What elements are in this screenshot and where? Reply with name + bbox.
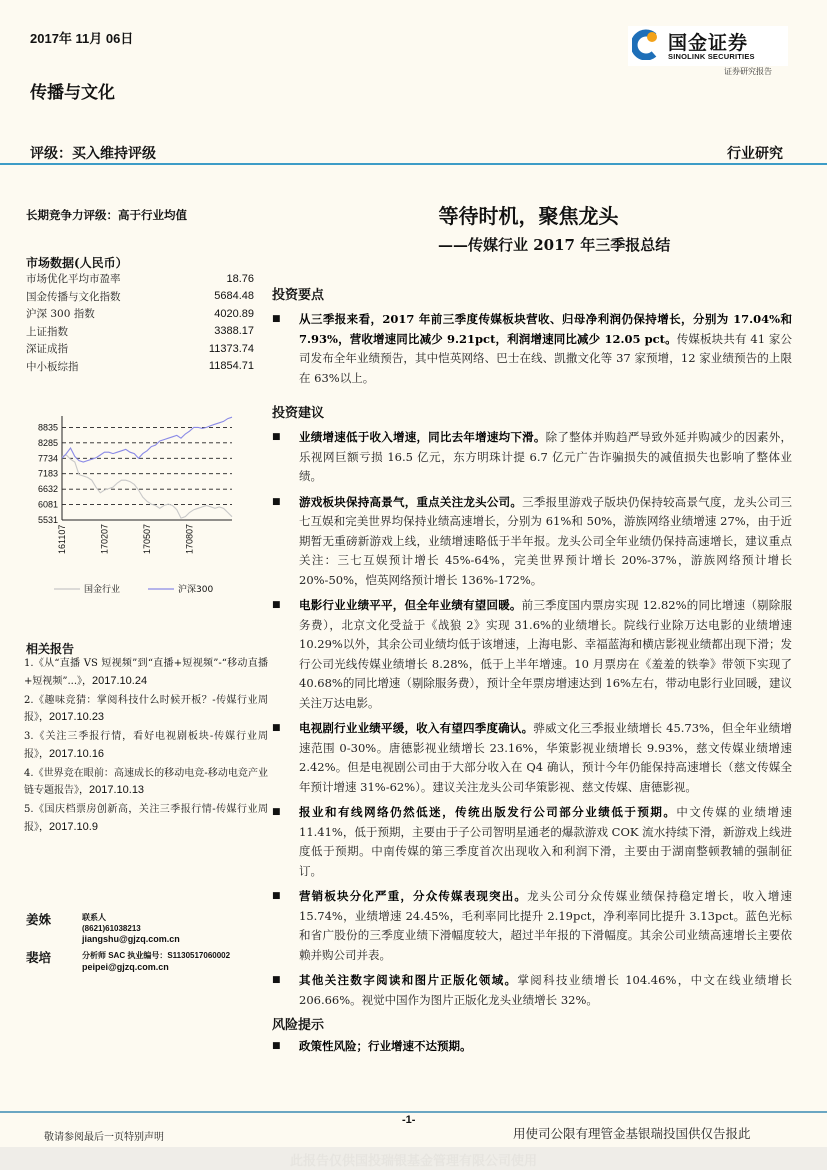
y-tick-label: 6632 xyxy=(37,484,58,495)
market-data-label: 沪深 300 指数 xyxy=(26,308,95,321)
report-subtitle: ——传媒行业 2017 年三季报总结 xyxy=(438,236,671,254)
market-data-row xyxy=(26,323,254,341)
market-data-value: 3388.17 xyxy=(214,325,254,338)
bullet-lead: 报业和有线网络仍然低迷，传统出版发行公司部分业绩低于预期。 xyxy=(299,805,677,819)
related-reports-title: 相关报告 xyxy=(26,642,75,656)
bullet-lead: 电视剧行业业绩平缓，收入有望四季度确认。 xyxy=(299,721,534,735)
x-tick-label: 170507 xyxy=(142,523,152,554)
bullet-lead: 业绩增速低于收入增速，同比去年增速均下滑。 xyxy=(299,430,546,444)
related-report-item[interactable] xyxy=(24,765,268,800)
analyst-email[interactable]: jiangshu@gjzq.com.cn xyxy=(82,934,180,944)
y-tick-label: 8835 xyxy=(37,422,58,433)
logo-name-cn: 国金证券 xyxy=(668,32,749,54)
related-report-date: 2017.10.9 xyxy=(49,820,98,833)
square-bullet-icon: ■ xyxy=(272,891,281,901)
bullet-item xyxy=(272,310,792,388)
investment-advice-section xyxy=(272,428,792,1016)
market-data-label: 深证成指 xyxy=(26,343,68,356)
bullet-text xyxy=(299,719,792,797)
square-bullet-icon: ■ xyxy=(272,975,281,985)
page-number: -1- xyxy=(402,1114,416,1126)
y-tick-label: 6081 xyxy=(37,499,58,510)
bullet-lead: 营销板块分化严重，分众传媒表现突出。 xyxy=(299,889,528,903)
bullet-lead: 电影行业业绩平平，但全年业绩有望回暖。 xyxy=(299,598,522,612)
x-tick-label: 170807 xyxy=(184,523,195,554)
analyst-contact xyxy=(82,913,180,945)
logo-subtitle: 证券研究报告 xyxy=(724,67,772,76)
bullet-item xyxy=(272,428,792,487)
analyst-license: 分析师 SAC 执业编号：S1130517060002 xyxy=(82,951,231,960)
bullet-text xyxy=(299,428,792,487)
market-data-table xyxy=(26,270,254,375)
bullet-lead: 从三季报来看，2017 年前三季度传媒板块营收、归母净利润仍保持增长，分别为 17.04%和 7.93%，营收增速同比减少 9.21pct，利润增速同比减少 12.05 pct。 xyxy=(299,312,792,346)
bullet-body: 传媒板块共有 41 家公司发布全年业绩预告，其中恺英网络、巴士在线、凯撒文化等 37 家预增，12 家业绩预告的上限在 63%以上。 xyxy=(299,331,792,385)
legend-label: 沪深300 xyxy=(178,585,214,595)
related-report-text: 3.《关注三季报行情，看好电视剧板块-传媒行业周报》， xyxy=(24,731,268,760)
y-tick-label: 5531 xyxy=(37,515,58,525)
square-bullet-icon: ■ xyxy=(272,807,281,817)
square-bullet-icon: ■ xyxy=(272,432,281,442)
key-points-section xyxy=(272,310,792,394)
related-report-date: 2017.10.16 xyxy=(49,747,105,760)
related-report-item[interactable] xyxy=(24,801,268,836)
related-report-item[interactable] xyxy=(24,655,268,690)
bullet-lead: 游戏板块保持高景气，重点关注龙头公司。 xyxy=(299,494,523,509)
analyst-name: 姜姝 xyxy=(26,912,52,927)
analyst-name: 裴培 xyxy=(26,950,52,965)
market-data-label: 国金传播与文化指数 xyxy=(26,290,121,303)
market-data-row xyxy=(26,288,254,306)
market-data-title: 市场数据(人民币） xyxy=(26,256,128,270)
market-data-label: 上证指数 xyxy=(26,325,68,338)
bullet-item xyxy=(272,719,792,797)
y-tick-label: 7734 xyxy=(37,453,58,464)
series-line-industry xyxy=(62,455,232,518)
market-data-value: 18.76 xyxy=(226,272,254,285)
related-report-date: 2017.10.13 xyxy=(89,784,145,796)
related-reports-list xyxy=(24,655,268,838)
bullet-body: 中文传媒的业绩增速 11.41%，低于预期，主要由于子公司智明星通老的爆款游戏 COK 流水持续下滑，新游戏上线进度低于预期。中南传媒的第三季度首次出现收入和利润下滑，主要由于湖南整顿教辅的强制征订。 xyxy=(299,805,792,878)
index-comparison-chart xyxy=(20,410,250,600)
company-logo xyxy=(628,26,788,66)
analyst-email[interactable]: peipei@gjzq.com.cn xyxy=(82,961,169,972)
square-bullet-icon: ■ xyxy=(272,723,281,733)
market-data-row xyxy=(26,270,254,288)
square-bullet-icon: ■ xyxy=(272,314,281,324)
market-data-row xyxy=(26,305,254,323)
bullet-body: 除了整体并购趋严导致外延并购减少的因素外，乐视网巨额亏损 16.5 亿元，东方明珠计提 6.7 亿元广告诈骗损失的减值损失也影响了整体业绩。 xyxy=(299,430,793,483)
market-data-value: 5684.48 xyxy=(214,290,254,303)
square-bullet-icon: ■ xyxy=(272,1041,281,1051)
footer-notice: 用使司公限有理管金基银瑞投国供仅告报此 xyxy=(513,1126,751,1141)
market-data-row xyxy=(26,340,254,358)
report-title: 等待时机，聚焦龙头 xyxy=(438,204,619,228)
logo-mark-icon xyxy=(632,28,660,60)
bullet-item xyxy=(272,596,792,713)
bullet-body: 骅威文化三季报业绩增长 45.73%，但全年业绩增速范围 0-30%。唐德影视业绩增长 23.16%，华策影视业绩增长 9.93%，慈文传媒业绩增速 2.42%。但是电视剧公司由于大部分收入在 Q4 确认，预计今年仍能保持高速增长（慈文传媒全年预计增速 31%-62%）。建议关注龙头公司华策影视、慈文传媒、唐德影视。 xyxy=(299,721,792,794)
bullet-body: 前三季度国内票房实现 12.82%的同比增速（剔除服务费），北京文化受益于《战狼 2》实现 31.6%的业绩增长。院线行业除万达电影的业绩增速 10.29%以外，其余公司业绩均低于该增速，上海电影、幸福蓝海和横店影视业绩都出现下滑；发行公司光线传媒业绩增长 8.28%，低于上半年增速。10 月票房在《羞羞的铁拳》带领下实现了 40.68%的同比增速（剔除服务费），预计全年票房增速达到 16%左右，带动电影行业回暖，建议关注万达电影。 xyxy=(299,598,792,710)
bullet-text xyxy=(299,596,792,713)
bullet-text xyxy=(299,310,792,388)
analyst-phone: (8621)61038213 xyxy=(82,923,141,933)
bullet-text xyxy=(299,971,792,1010)
section-heading: 风险提示 xyxy=(272,1018,325,1033)
bullet-lead: 政策性风险；行业增速不达预期。 xyxy=(299,1039,472,1053)
related-report-text: 1.《从“直播 VS 短视频”到“直播+短视频”-“移动直播+短视频”...》， xyxy=(24,658,268,687)
bullet-body: 三季报里游戏子版块仍保持较高景气度，龙头公司三七互娱和完美世界均保持业绩高速增长，分别为 61%和 50%，游族网络业绩增速 27%，由于近期暂无重磅新游戏上线，业绩增速略低于半年报。龙头公司全年业绩仍保持高速增长，建议重点关注：三七互娱预计增长 45%-64%，完美世界预计增长 20%-37%，游族网络预计增长 20%-50%，恺英网络预计增长 136%-172%。 xyxy=(299,494,793,587)
watermark: 此报告仅供国投瑞银基金管理有限公司使用 xyxy=(289,1154,537,1169)
footer-disclaimer: 敬请参阅最后一页特别声明 xyxy=(44,1132,164,1143)
header-divider xyxy=(0,163,827,165)
sector-name: 传播与文化 xyxy=(30,83,115,103)
market-data-label: 中小板综指 xyxy=(26,360,79,373)
footer-divider xyxy=(0,1111,827,1113)
report-date: 2017年 11月 06日 xyxy=(30,31,134,46)
analyst-role: 联系人 xyxy=(82,913,106,922)
related-report-date: 2017.10.23 xyxy=(49,711,105,723)
bullet-item xyxy=(272,1037,792,1057)
bullet-item xyxy=(272,887,792,965)
related-report-item[interactable] xyxy=(24,692,268,727)
bullet-item xyxy=(272,803,792,881)
related-report-text: 2.《趣味竞猜：掌阅科技什么时候开板？-传媒行业周报》， xyxy=(24,694,268,723)
logo-name-en: SINOLINK SECURITIES xyxy=(668,52,755,61)
bullet-lead: 其他关注数字阅读和图片正版化领域。 xyxy=(299,973,518,987)
related-report-text: 4.《世界竞在眼前：高速成长的移动电竞-移动电竞产业链专题报告》， xyxy=(24,767,268,796)
related-report-item[interactable] xyxy=(24,728,268,763)
bullet-body: 掌阅科技业绩增长 104.46%，中文在线业绩增长 206.66%。视觉中国作为图片正版化龙头业绩增长 32%。 xyxy=(299,973,793,1007)
y-tick-label: 8285 xyxy=(37,437,58,448)
bullet-item xyxy=(272,493,792,591)
bullet-text xyxy=(299,887,792,965)
bullet-item xyxy=(272,971,792,1010)
market-data-value: 11854.71 xyxy=(208,360,254,373)
analyst-contact xyxy=(82,951,230,972)
x-tick-label: 170207 xyxy=(99,523,110,554)
bullet-text xyxy=(299,1037,792,1057)
risk-section xyxy=(272,1037,792,1063)
bullet-body: 龙头公司分众传媒业绩保持稳定增长，收入增速 15.74%，业绩增速 24.45%，毛利率同比提升 2.19pct，净利率同比提升 3.13pct。蓝色光标和省广股份的三季度业绩下滑幅度较大，超过半年报的下滑幅度。其余公司业绩高速增长主要依赖并购公司并表。 xyxy=(299,889,792,962)
market-data-label: 市场优化平均市盈率 xyxy=(26,273,121,286)
bullet-text xyxy=(299,803,792,881)
market-data-value: 11373.74 xyxy=(208,342,254,355)
related-report-date: 2017.10.24 xyxy=(92,674,148,687)
series-line-hs300 xyxy=(62,417,232,462)
section-heading: 投资建议 xyxy=(272,406,325,421)
competitive-rating: 长期竞争力评级：高于行业均值 xyxy=(26,208,187,222)
y-tick-label: 7183 xyxy=(37,468,58,479)
x-tick-label: 161107 xyxy=(57,524,67,554)
market-data-value: 4020.89 xyxy=(214,307,254,320)
bullet-text xyxy=(299,493,792,591)
legend-label: 国金行业 xyxy=(84,585,121,595)
square-bullet-icon: ■ xyxy=(272,496,281,507)
document-type: 行业研究 xyxy=(727,146,783,162)
market-data-row xyxy=(26,358,254,376)
related-report-text: 5.《国庆档票房创新高，关注三季报行情-传媒行业周报》， xyxy=(24,804,268,833)
rating-label: 评级：买入维持评级 xyxy=(30,146,156,162)
square-bullet-icon: ■ xyxy=(272,600,281,610)
section-heading: 投资要点 xyxy=(272,288,325,303)
